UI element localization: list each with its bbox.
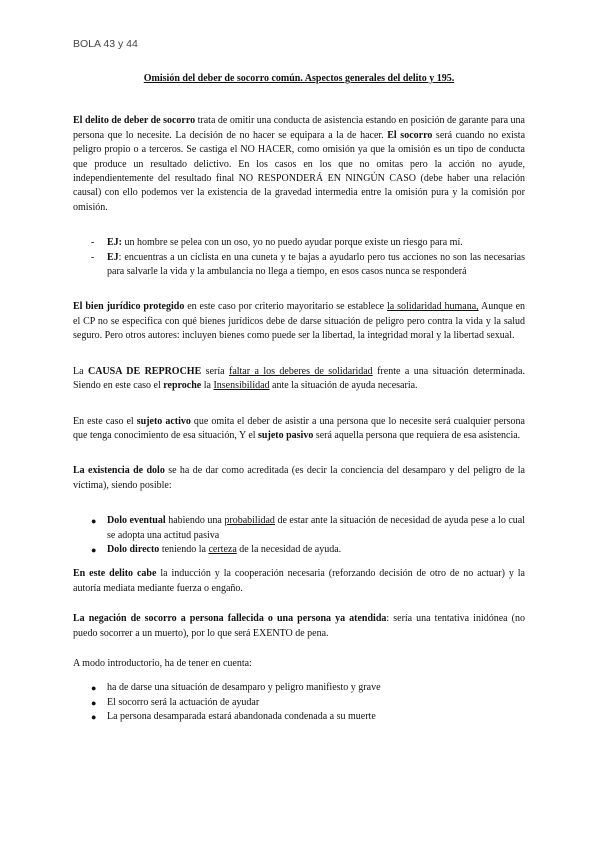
text: un hombre se pelea con un oso, yo no puedo ayudar porque existe un riesgo para mí. <box>122 237 463 249</box>
bold-text: reproche <box>163 380 202 392</box>
text: se ha de dar como acreditada (es decir la conciencia del desamparo y del peligro de la víctima), siendo posible: <box>73 465 525 491</box>
text: que omita el deber de asistir a una persona que lo necesite será cualquier persona que tenga conocimiento de esa situación, Y el <box>73 415 525 441</box>
text: habiendo una <box>165 515 225 527</box>
bold-text: La negación de socorro a persona fallecida o una persona ya atendida <box>73 613 387 625</box>
intro-list <box>73 681 525 724</box>
bold-text: El socorro <box>387 129 433 141</box>
text: teniendo la <box>159 543 209 555</box>
text: la <box>201 380 214 392</box>
bold-text: EJ <box>107 251 119 263</box>
paragraph-cause <box>73 365 525 394</box>
list-item <box>73 543 525 557</box>
dolo-list <box>73 514 525 557</box>
list-item <box>73 251 525 280</box>
bold-text: EJ: <box>107 237 122 249</box>
text: frente a una situación determinada. Siendo en este caso el <box>73 365 525 392</box>
bullet-icon: ● <box>91 712 97 723</box>
paragraph-negation <box>73 612 525 641</box>
text: de estar ante la situación de necesidad de ayuda pese a lo cual se adopta una actitud pasiva <box>107 515 526 541</box>
underlined-text: certeza <box>208 543 237 555</box>
list-item <box>73 681 525 695</box>
bold-text: En este delito cabe <box>73 568 157 580</box>
text: trata de omitir una conducta de asistencia estando en posición de garante para una persona que lo necesite. La decisión de no hacer se equipara a la de hacer. <box>73 115 525 141</box>
paragraph-participation <box>73 567 525 596</box>
text: en este caso por criterio mayoritario se establece <box>184 301 388 313</box>
text: sería <box>201 365 229 377</box>
underlined-text: probabilidad <box>224 515 275 527</box>
underlined-text: Insensibilidad <box>213 380 270 392</box>
bold-text: sujeto pasivo <box>258 429 314 441</box>
text: La <box>73 365 88 377</box>
bullet-icon: ● <box>91 516 97 527</box>
list-item <box>73 514 525 543</box>
text: : sería una tentativa inidónea (no puedo socorrer a un muerto), por lo que será EXENTO de pena. <box>73 613 525 639</box>
document-body <box>73 72 525 725</box>
bold-text: La existencia de dolo <box>73 465 165 477</box>
list-item <box>73 696 525 710</box>
paragraph-dolo <box>73 464 525 493</box>
text: será aquella persona que requiera de esa asistencia. <box>313 429 521 441</box>
bullet-icon: ● <box>91 544 97 555</box>
paragraph-subjects <box>73 415 525 444</box>
bold-text: CAUSA DE REPROCHE <box>87 365 202 377</box>
text: ha de darse una situación de desamparo y peligro manifiesto y grave <box>107 682 381 694</box>
text: La persona desamparada estará abandonada condenada a su muerte <box>107 711 376 723</box>
paragraph-definition <box>73 114 525 215</box>
text: será cuando no exista peligro propio o a terceros. Se castiga el NO HACER, como omisión ya que la omisión es un tipo de conducta que produce un resultado delictivo. En los casos en los que no omitas pero la acción no ayude, independientemente del resultado final NO RESPONDERÁ EN NINGÚN CASO (debe haber una relación causal) con ello podemos ver la existencia de la gravedad intermedia entre la omisión pura y la comisión por omisión. <box>73 129 526 213</box>
bold-text: El bien jurídico protegido <box>73 301 185 313</box>
text: Aunque en el CP no se especifica con qué bienes jurídicos debe de darse situación de peligro pero contra la vida y la salud seguro. Pero otros autores: incluyen bienes como puede ser la libertad, la integridad moral y la libertad sexual. <box>73 301 526 342</box>
list-item <box>73 236 525 250</box>
text: de la necesidad de ayuda. <box>236 543 342 555</box>
examples-list <box>73 236 525 279</box>
text: ante la situación de ayuda necesaria. <box>269 380 418 392</box>
bullet-icon: ● <box>91 697 97 708</box>
bold-text: El delito de deber de socorro <box>73 115 196 127</box>
bold-text: Dolo directo <box>107 543 160 555</box>
text: El socorro será la actuación de ayudar <box>107 696 260 708</box>
paragraph-intro: A modo introductorio, ha de tener en cuenta: <box>73 657 252 669</box>
document-title: Omisión del deber de socorro común. Aspectos generales del delito y 195. <box>143 73 455 84</box>
list-item <box>73 710 525 724</box>
bold-text: sujeto activo <box>136 415 191 427</box>
bold-text: Dolo eventual <box>107 515 166 527</box>
page-header: BOLA 43 y 44 <box>73 38 138 50</box>
underlined-text: faltar a los deberes de solidaridad <box>228 365 373 377</box>
bullet-icon: ● <box>91 683 97 694</box>
paragraph-legal-interest <box>73 300 525 343</box>
underlined-text: la solidaridad humana, <box>387 301 479 313</box>
text: En este caso el <box>73 415 137 427</box>
text: : encuentras a un ciclista en una cuneta y te bajas a ayudarlo pero tus acciones no son las necesarias para salvarle la vida y la ambulancia no llega a tiempo, en esos casos nunca se responderá <box>107 251 525 278</box>
text: la inducción y la cooperación necesaria (reforzando decisión de otro de no actuar) y la autoría mediata mediante fuerza o engaño. <box>73 568 525 594</box>
